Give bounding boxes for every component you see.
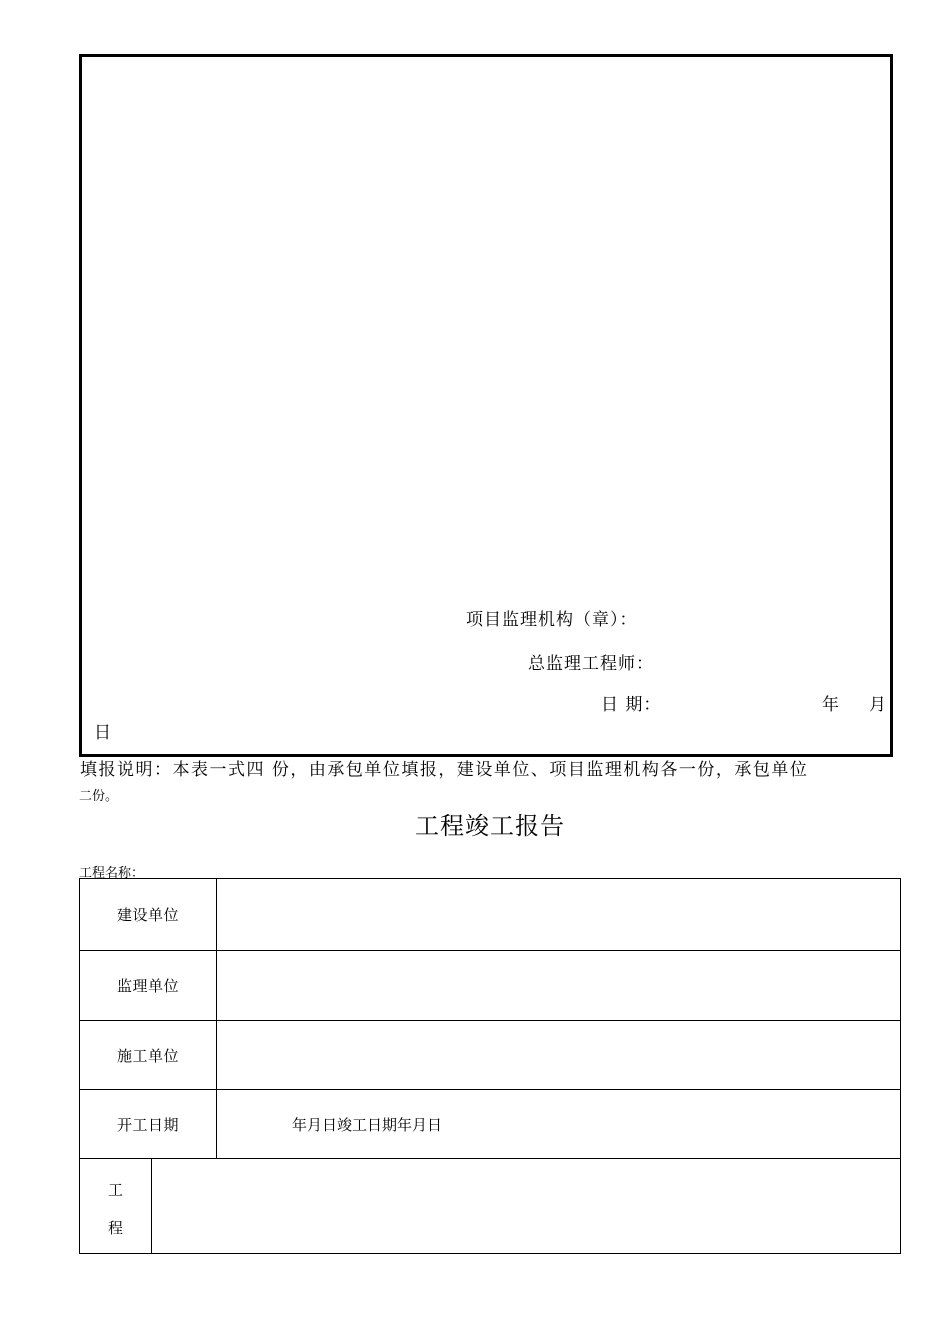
filling-note-continued: 二份。 — [79, 789, 119, 804]
contractor-unit-label: 施工单位 — [80, 1021, 217, 1089]
date-label: 日 期： — [601, 695, 662, 715]
report-title: 工程竣工报告 — [415, 812, 565, 840]
table-row-supervisor — [80, 951, 900, 1021]
completion-report-table — [79, 878, 901, 1254]
vertical-char-2: 程 — [108, 1219, 124, 1237]
year-label: 年 — [822, 695, 840, 715]
owner-unit-field[interactable] — [217, 879, 900, 950]
chief-engineer-label: 总监理工程师： — [528, 654, 654, 674]
contractor-unit-field[interactable] — [217, 1021, 900, 1089]
table-row-project — [80, 1159, 900, 1253]
dates-text: 年月日竣工日期年月日 — [292, 1115, 443, 1134]
supervisor-unit-label: 监理单位 — [80, 951, 217, 1020]
org-seal-label: 项目监理机构（章）： — [466, 610, 638, 630]
supervision-box — [79, 54, 893, 757]
table-row-contractor — [80, 1021, 900, 1090]
table-row-owner — [80, 879, 900, 951]
supervisor-unit-field[interactable] — [217, 951, 900, 1020]
filling-note: 填报说明：本表一式四 份，由承包单位填报，建设单位、项目监理机构各一份，承包单位 — [80, 760, 809, 780]
month-label: 月 — [869, 695, 887, 715]
table-row-dates — [80, 1090, 900, 1159]
day-label: 日 — [94, 723, 112, 743]
vertical-char-1: 工 — [108, 1181, 124, 1199]
project-name-label: 工程名称： — [79, 866, 145, 881]
dates-field[interactable] — [217, 1090, 900, 1158]
project-vertical-label — [80, 1159, 152, 1253]
start-date-label: 开工日期 — [80, 1090, 217, 1158]
owner-unit-label: 建设单位 — [80, 879, 217, 950]
